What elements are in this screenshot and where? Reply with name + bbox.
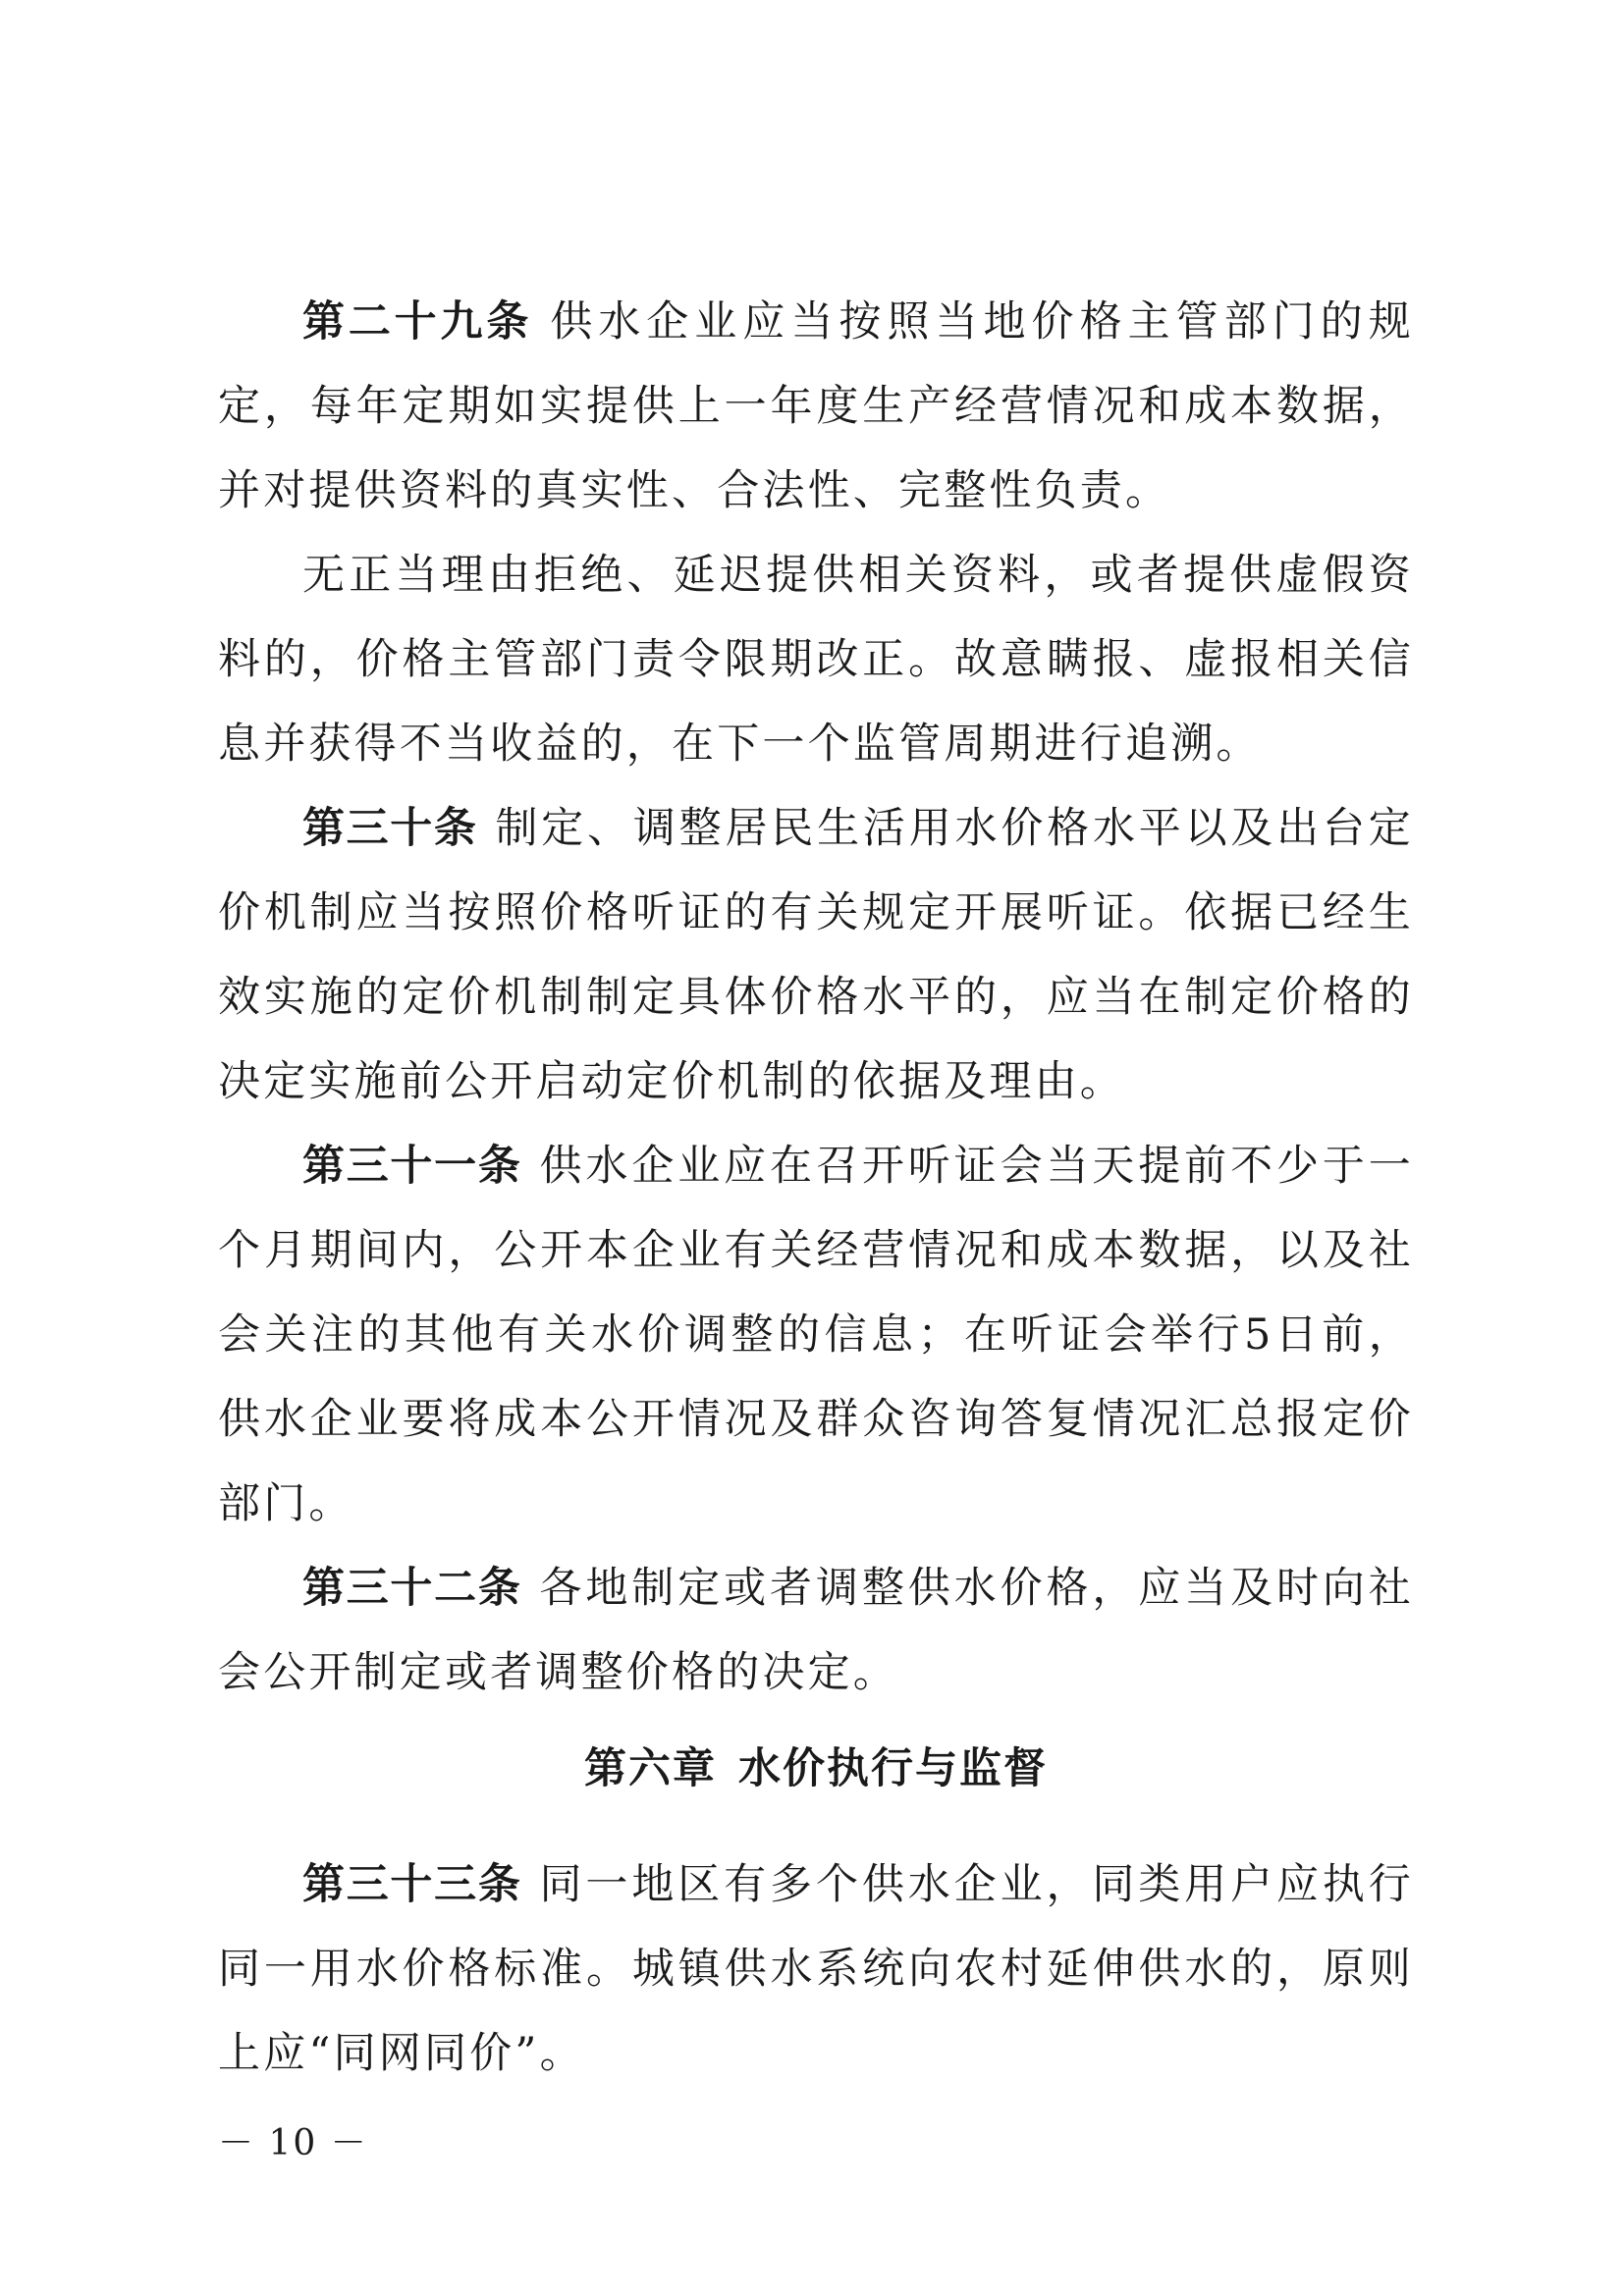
article-number: 第二十九条 xyxy=(302,297,533,347)
article-text: 制定、调整居民生活用水价格水平以及出台定价机制应当按照价格听证的有关规定开展听证。依据已经生效实施的定价机制制定具体价格水平的，应当在制定价格的决定实施前公开启动定价机制的依据及理由。 xyxy=(218,804,1415,1106)
article-text: 供水企业应在召开听证会当天提前不少于一个月期间内，公开本企业有关经营情况和成本数据，以及社会关注的其他有关水价调整的信息；在听证会举行5日前，供水企业要将成本公开情况及群众咨询答复情况汇总报定价部门。 xyxy=(218,1142,1414,1528)
article-29-continuation-paragraph xyxy=(218,533,1414,786)
article-33-paragraph xyxy=(218,1842,1414,2096)
chapter-heading xyxy=(218,1715,1414,1842)
article-32-paragraph xyxy=(218,1546,1414,1715)
page-number: － 10 － xyxy=(218,2123,368,2163)
article-number: 第三十三条 xyxy=(302,1860,522,1909)
article-31-paragraph xyxy=(218,1124,1414,1546)
article-number: 第三十一条 xyxy=(302,1142,522,1191)
chapter-title: 水价执行与监督 xyxy=(738,1744,1048,1793)
article-number: 第三十二条 xyxy=(302,1564,522,1613)
chapter-number: 第六章 xyxy=(584,1744,717,1793)
paragraph-text: 无正当理由拒绝、延迟提供相关资料，或者提供虚假资料的，价格主管部门责令限期改正。故意瞒报、虚报相关信息并获得不当收益的，在下一个监管周期进行追溯。 xyxy=(218,551,1414,769)
article-text: 供水企业应当按照当地价格主管部门的规定，每年定期如实提供上一年度生产经营情况和成本数据，并对提供资料的真实性、合法性、完整性负责。 xyxy=(218,297,1414,515)
article-text: 各地制定或者调整供水价格，应当及时向社会公开制定或者调整价格的决定。 xyxy=(218,1564,1414,1697)
article-29-paragraph xyxy=(218,280,1414,533)
document-body xyxy=(218,280,1414,2096)
article-number: 第三十条 xyxy=(302,804,478,853)
article-text: 同一地区有多个供水企业，同类用户应执行同一用水价格标准。城镇供水系统向农村延伸供水的，原则上应“同网同价”。 xyxy=(218,1860,1414,2078)
article-30-paragraph xyxy=(218,786,1414,1124)
